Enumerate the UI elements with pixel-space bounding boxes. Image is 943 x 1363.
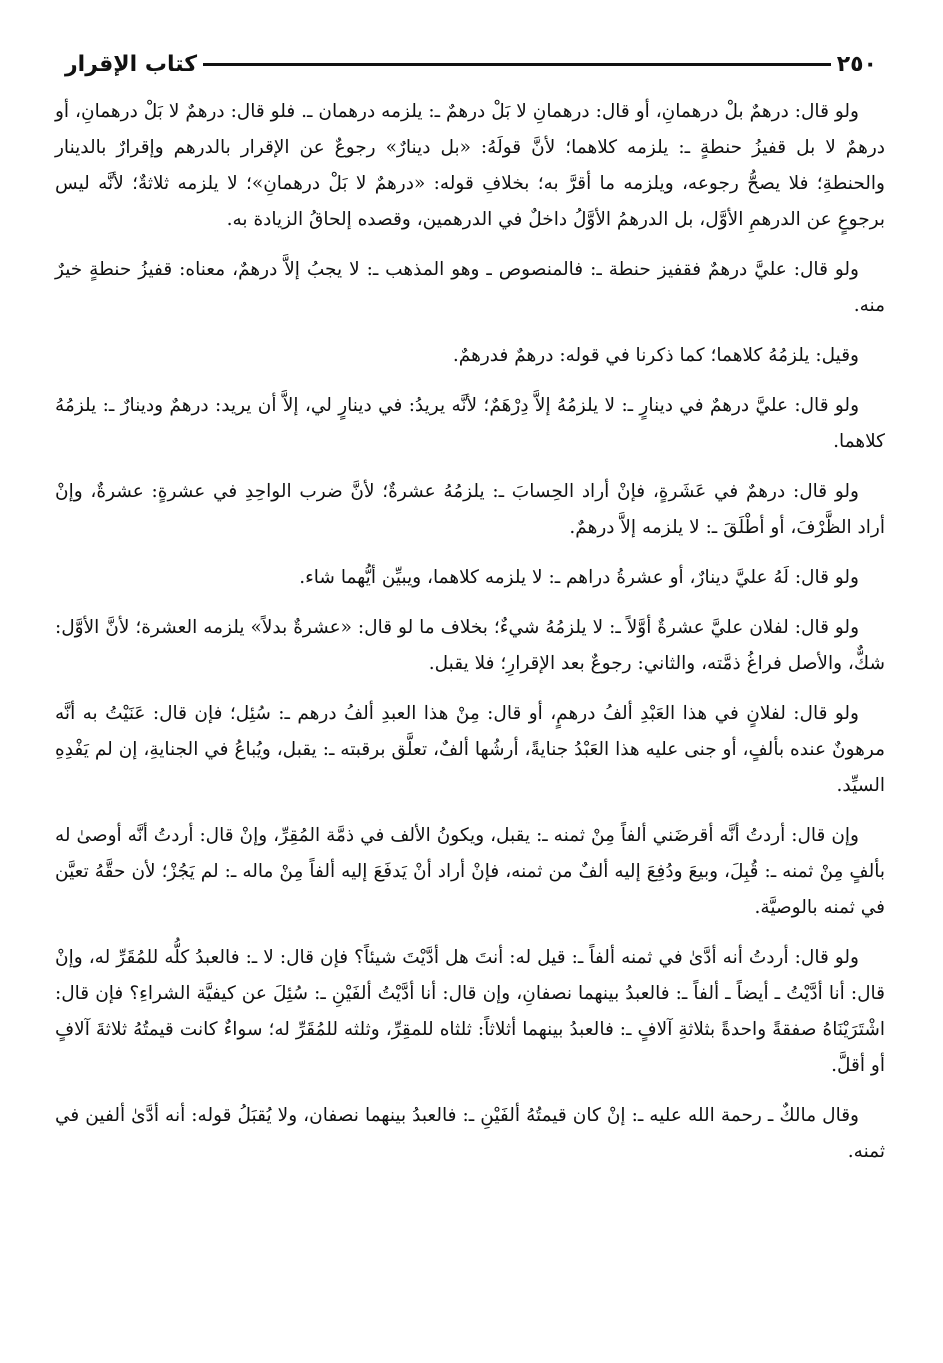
paragraph: ولو قال: أردتُ أنه أدَّىٰ في ثمنه ألفاً ـ: قيل له: أنتَ هل أدَّيْتَ شيئاً؟ فإن قال: لا ـ: فالعبدُ كلُّه للمُقَرِّ له، وإنْ قال: أنا أدَّيْتُ ـ أيضاً ـ ألفاً ـ: فالعبدُ بينهما نصفانِ، وإن قال: أنا أدَّيْتُ ألفَيْنِ ـ: سُئِلَ عن كيفيَّة الشراءِ؟ فإن قال: اشْتَرَيْنَاهُ صفقةً واحدةً بثلاثةِ آلافٍ ـ: فالعبدُ بينهما أثلاثاً: ثلثاه للمقِرِّ، وثلثه للمُقَرِّ له؛ سواءٌ كانت قيمتُهُ ثلاثةَ آلافٍ أو أقلَّ. — [55, 947, 885, 1076]
book-title: كتاب الإقرار — [65, 51, 198, 77]
paragraph: وإن قال: أردتُ أنَّه أقرضَني ألفاً مِنْ ثمنه ـ: يقبل، ويكونُ الألف في ذمَّة المُقِرِّ، وإنْ قال: أردتُ أنَّه أوصىٰ له بألفٍ مِنْ ثمنه ـ: قُبِلَ، وبيعَ ودُفِعَ إليه ألفٌ من ثمنه، فإنْ أراد أنْ يَدفَعَ إليه ألفاً مِنْ ماله ـ: لم يَجُزْ؛ لأن حقَّهُ تعيَّن في ثمنه بالوصيَّة. — [55, 825, 885, 918]
paragraph: ولو قال: لفلان عليَّ عشرةٌ أوَّلاً ـ: لا يلزمُهُ شيءٌ؛ بخلاف ما لو قال: «عشرةٌ بدلاً» يلزمه العشرة؛ لأنَّ الأوَّل: شكٌّ، والأصل فراغُ ذمَّته، والثاني: رجوعٌ بعد الإقرارِ؛ فلا يقبل. — [55, 617, 885, 674]
paragraph: وقيل: يلزمُهُ كلاهما؛ كما ذكرنا في قوله: درهمٌ فدرهمٌ. — [452, 345, 859, 366]
book-page — [55, 42, 885, 1342]
header-rule — [203, 63, 831, 66]
paragraph: ولو قال: درهمٌ في عَشَرةٍ، فإنْ أراد الحِسابَ ـ: يلزمُهُ عشرةٌ؛ لأنَّ ضرب الواحِدِ في عشرةٍ: عشرةٌ، وإنْ أراد الظَّرْفَ، أو أطْلَقَ ـ: لا يلزمه إلاَّ درهمٌ. — [55, 481, 885, 538]
page-body — [55, 94, 885, 1170]
page-number: ٢٥٠ — [836, 51, 877, 77]
paragraph: ولو قال: عليَّ درهمٌ فقفيز حنطة ـ: فالمنصوص ـ وهو المذهب ـ: لا يجبُ إلاَّ درهمٌ، معناه: قفيزُ حنطةٍ خيرٌ منه. — [55, 259, 885, 316]
paragraph: ولو قال: درهمٌ بلْ درهمانِ، أو قال: درهمانِ لا بَلْ درهمٌ ـ: يلزمه درهمان ـ. فلو قال: درهمٌ لا بَلْ درهمانِ، أو درهمٌ لا بل قفيزُ حنطةٍ ـ: يلزمه كلاهما؛ لأنَّ قولَهُ: «بل دينارٌ» رجوعٌ عن الإقرار بالدرهم وإقرارٌ بالدينار والحنطةِ؛ فلا يصحُّ رجوعه، ويلزمه ما أقرَّ به؛ بخلافِ قوله: «درهمٌ لا بَلْ درهمانِ»؛ لا يلزمه ثلاثةٌ؛ لأنَّه ليس برجوعٍ عن الدرهمِ الأوَّل، بل الدرهمُ الأوَّلُ داخلٌ في الدرهمين، وقصده إلحاقُ الزيادة به. — [55, 101, 885, 230]
paragraph: ولو قال: لَهُ عليَّ دينارٌ، أو عشرةُ دراهم ـ: لا يلزمه كلاهما، ويبيِّن أيُّهما شاء. — [299, 567, 859, 588]
page-header — [55, 42, 885, 86]
paragraph: ولو قال: عليَّ درهمٌ في دينارٍ ـ: لا يلزمُهُ إلاَّ دِرْهَمٌ؛ لأنَّه يريدُ: في دينارٍ لي، إلاَّ أن يريد: درهمٌ ودينارٌ ـ: يلزمُهُ كلاهما. — [55, 395, 885, 452]
paragraph: وقال مالكٌ ـ رحمة الله عليه ـ: إنْ كان قيمتُهُ ألفَيْنِ ـ: فالعبدُ بينهما نصفان، ولا يُقبَلُ قوله: أنه أدَّىٰ ألفين في ثمنه. — [55, 1105, 885, 1162]
paragraph: ولو قال: لفلانٍ في هذا العَبْدِ ألفُ درهمٍ، أو قال: مِنْ هذا العبدِ ألفُ درهم ـ: سُئِل؛ فإن قال: عَنَيْتُ به أنَّه مرهونٌ عنده بألفٍ، أو جنى عليه هذا العَبْدُ جنايةً، أرشُها ألفٌ، تعلَّق برقبته ـ: يقبل، ويُباعُ في الجنايةِ، إن لم يَفْدِهِ السيِّد. — [55, 703, 885, 796]
